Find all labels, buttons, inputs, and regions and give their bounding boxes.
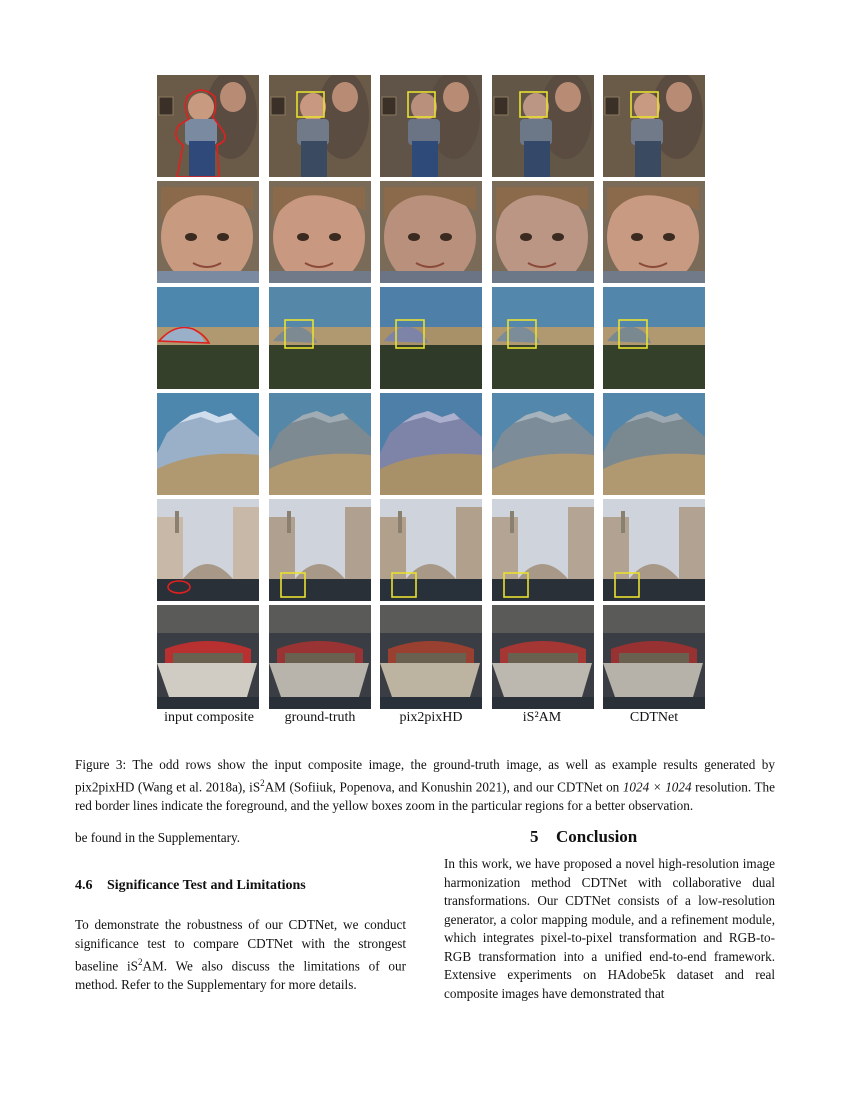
column-label: iS²AM xyxy=(522,710,562,725)
section-number: 4.6 xyxy=(75,878,93,893)
continued-text: be found in the Supplementary. xyxy=(75,830,241,845)
paragraph: In this work, we have proposed a novel high-resolution image harmonization method CDTNet with collaborative dual transformations. Our CDTNet consists of a low-resolution generator, a color mapping module, and a refinement module, which integrates pixel-to-pixel transformation and RGB-to-RGB transformation into a unified end-to-end framework. Extensive experiments on HAdobe5k dataset and real composite images have demonstrated that xyxy=(444,856,775,1001)
figure-image xyxy=(380,181,482,283)
section-title: Significance Test and Limitations xyxy=(107,878,306,893)
figure-image xyxy=(157,75,259,177)
figure-image xyxy=(380,499,482,601)
section-title: Conclusion xyxy=(556,827,638,846)
figure-image xyxy=(157,605,259,709)
figure-image xyxy=(492,181,594,283)
column-label: pix2pixHD xyxy=(399,710,463,725)
caption-text: resolution. The red border lines indicate the foreground, and the yellow boxes zoom in the particular regions for a better observation. xyxy=(75,779,775,814)
superscript: 2 xyxy=(138,957,143,967)
figure-caption xyxy=(75,755,775,815)
caption-resolution: 1024 × 1024 xyxy=(622,779,692,795)
paragraph xyxy=(75,916,406,994)
figure-image xyxy=(269,75,371,177)
caption-text: The odd rows show the input composite image, the ground-truth image, as well as example results generated by pix2pixHD (Wang et al. 2018a), iS xyxy=(75,757,775,795)
figure-image xyxy=(603,499,705,601)
column-label: ground-truth xyxy=(284,710,356,725)
section-heading xyxy=(75,878,306,894)
figure-image xyxy=(603,393,705,495)
figure-image xyxy=(380,287,482,389)
section-number: 5 xyxy=(530,827,539,846)
figure-image xyxy=(603,287,705,389)
section-heading xyxy=(530,827,637,847)
figure-image xyxy=(492,287,594,389)
figure-image xyxy=(492,75,594,177)
figure-image xyxy=(269,181,371,283)
superscript: 2 xyxy=(260,778,265,788)
figure-image xyxy=(157,499,259,601)
paragraph-text: To demonstrate the robustness of our CDTNet, we conduct significance test to compare CDTNet with the strongest baseline iS xyxy=(75,917,406,974)
figure-image xyxy=(157,393,259,495)
figure-image xyxy=(492,499,594,601)
figure-image xyxy=(603,605,705,709)
figure-image xyxy=(157,181,259,283)
figure-image xyxy=(492,605,594,709)
figure-image xyxy=(492,393,594,495)
figure-image xyxy=(157,287,259,389)
figure-image xyxy=(269,287,371,389)
column-label: input composite xyxy=(164,710,254,725)
figure-image xyxy=(380,393,482,495)
paragraph-text: AM. We also discuss the limitations of our method. Refer to the Supplementary for more details. xyxy=(75,958,406,992)
figure-image xyxy=(603,75,705,177)
caption-label: Figure 3: xyxy=(75,757,127,772)
figure-image xyxy=(380,605,482,709)
figure-image xyxy=(269,605,371,709)
figure-image xyxy=(269,393,371,495)
figure-image xyxy=(269,499,371,601)
figure-image xyxy=(380,75,482,177)
caption-text: AM (Sofiiuk, Popenova, and Konushin 2021), and our CDTNet on xyxy=(264,779,623,795)
column-label: CDTNet xyxy=(629,710,679,725)
figure-grid xyxy=(157,75,705,709)
figure-image xyxy=(603,181,705,283)
